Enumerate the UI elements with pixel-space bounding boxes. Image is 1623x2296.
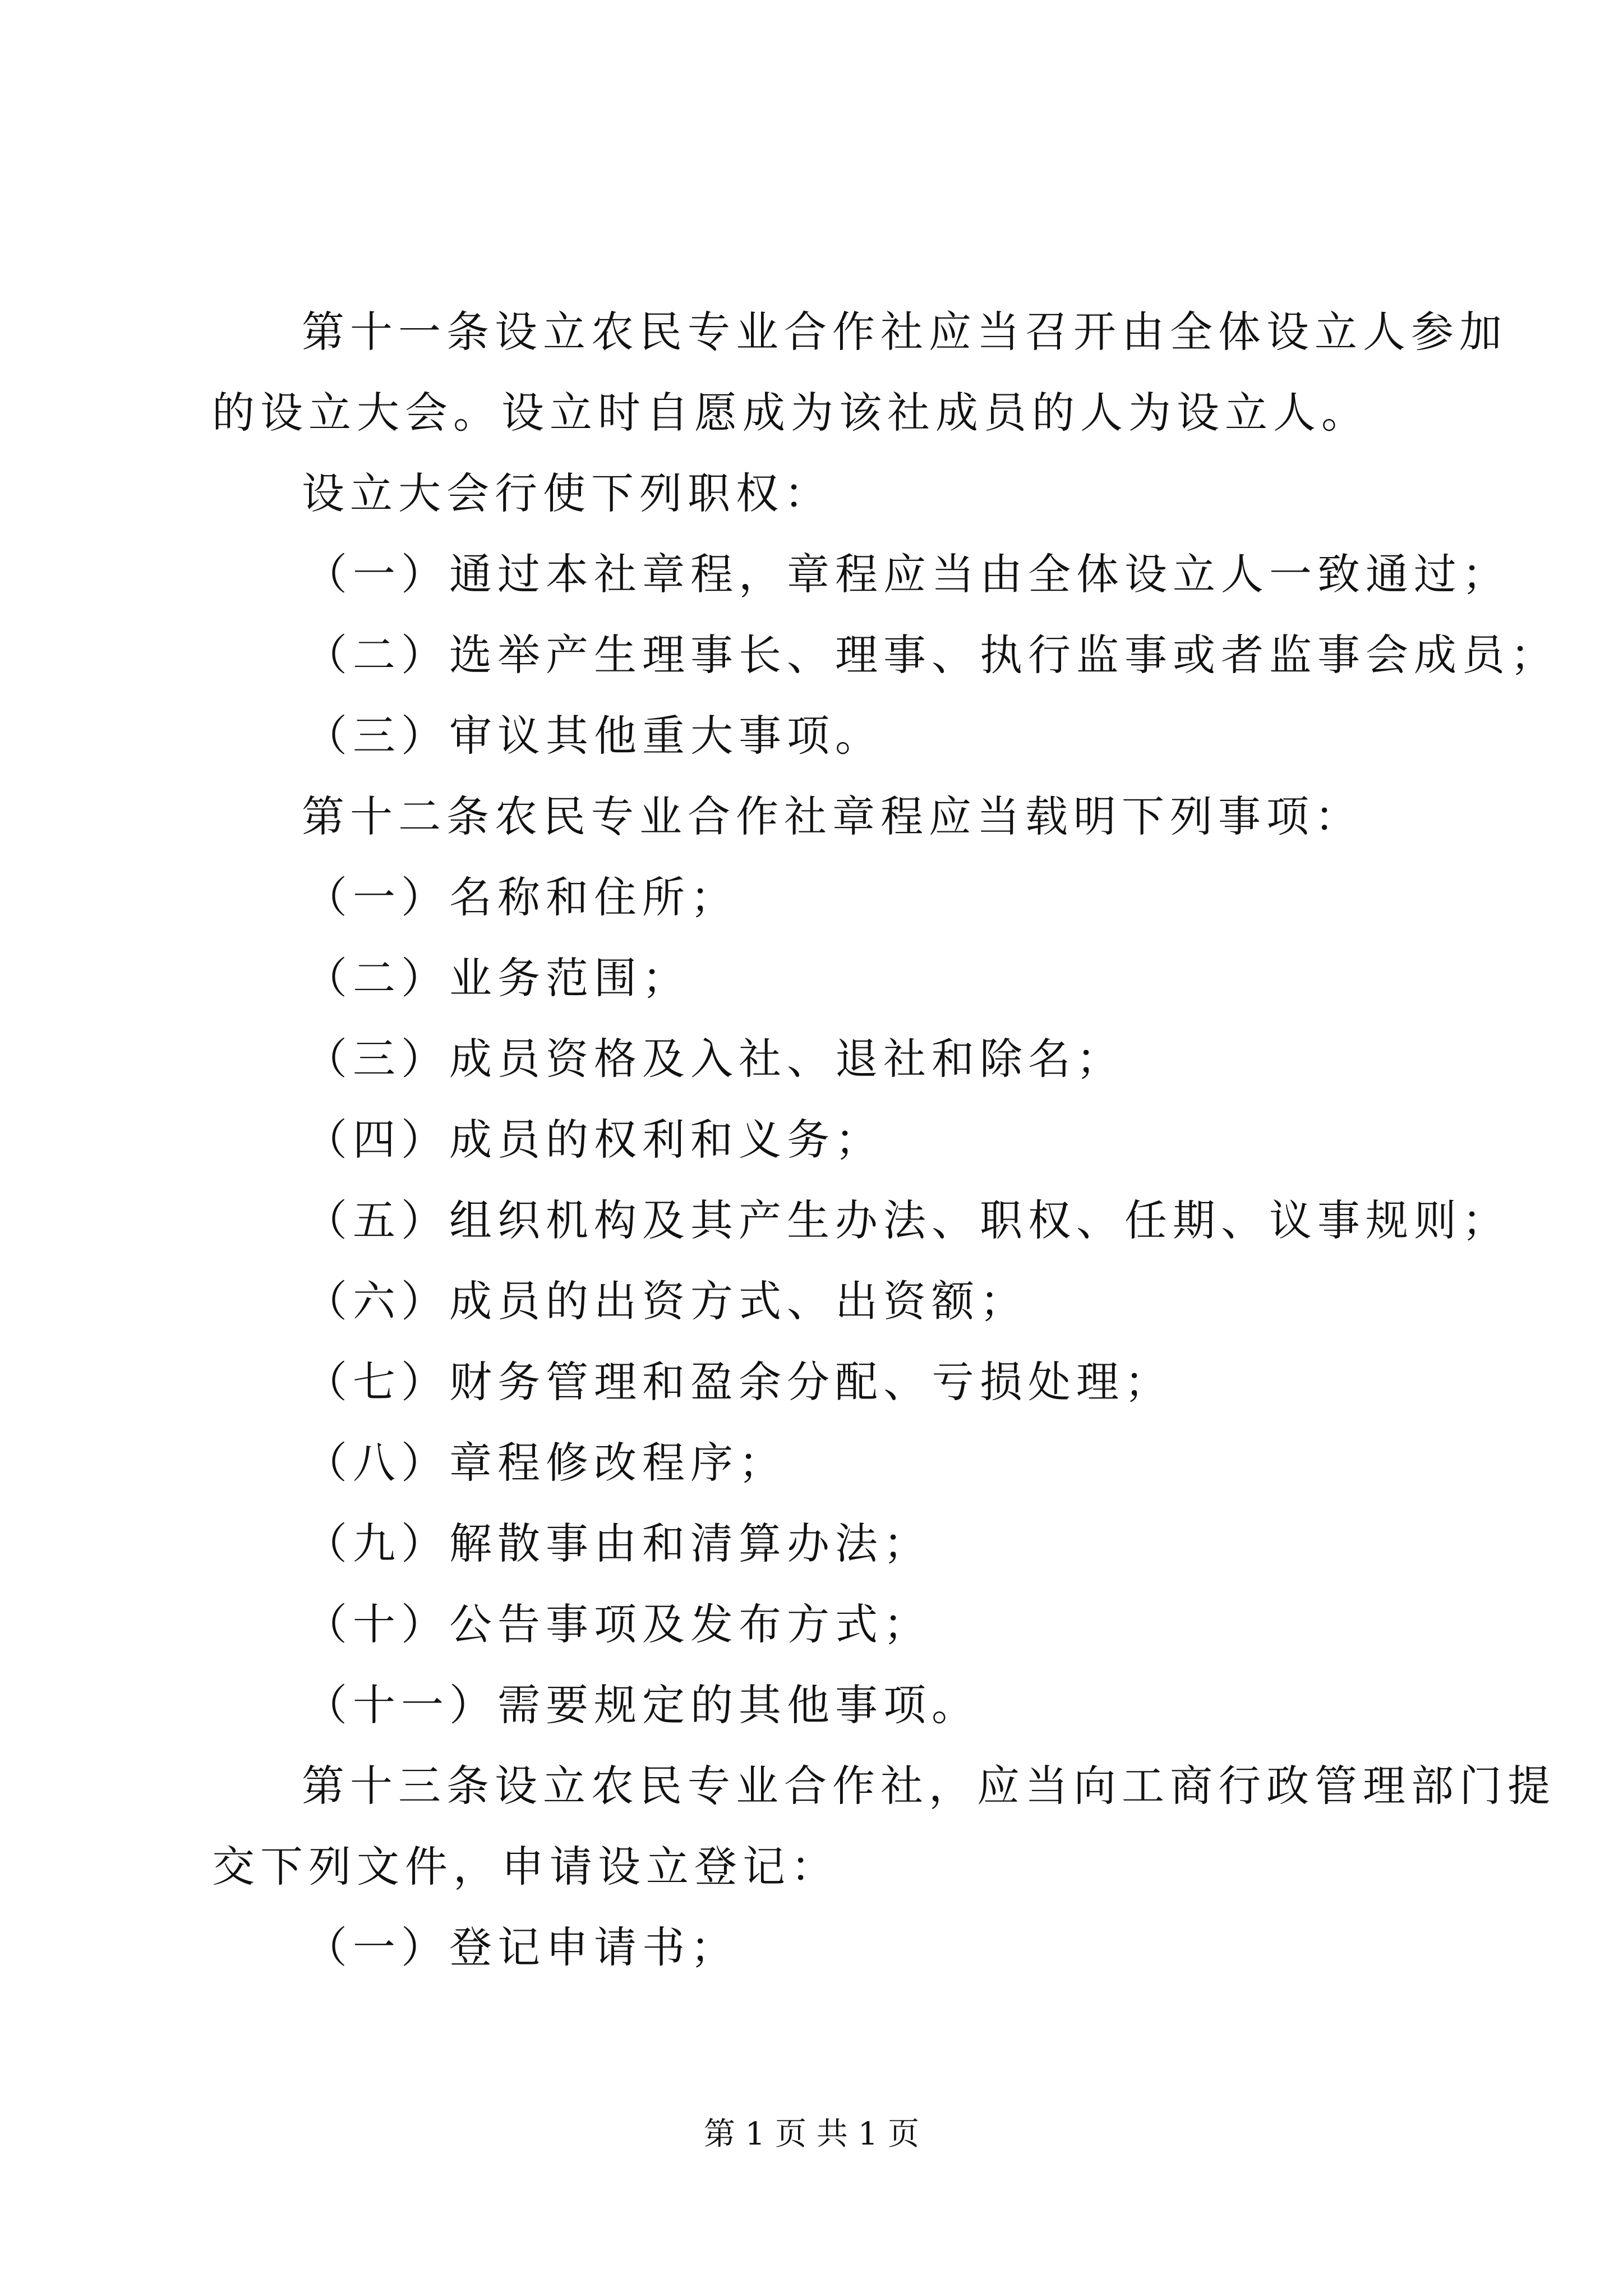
document-body: [212, 292, 1559, 1988]
list-item: （三）审议其他重大事项。: [305, 711, 883, 761]
list-item: （九）解散事由和清算办法；: [305, 1519, 932, 1568]
list-item: （一）登记申请书；: [305, 1922, 739, 1972]
article-13-line-1: 第十三条设立农民专业合作社，应当向工商行政管理部门提: [302, 1761, 1556, 1811]
list-item: （八）章程修改程序；: [305, 1438, 787, 1488]
list-item: （一）通过本社章程，章程应当由全体设立人一致通过；: [305, 549, 1510, 599]
list-item: （一）名称和住所；: [305, 872, 739, 922]
article-11-line-2: 的设立大会。设立时自愿成为该社成员的人为设立人。: [212, 388, 1370, 438]
page-number-footer: 第 1 页 共 1 页: [703, 2116, 920, 2152]
article-12-heading: 第十二条农民专业合作社章程应当载明下列事项：: [302, 792, 1363, 841]
list-item: （十）公告事项及发布方式；: [305, 1599, 932, 1649]
list-item: （四）成员的权利和义务；: [305, 1115, 883, 1165]
list-item: （六）成员的出资方式、出资额；: [305, 1276, 1028, 1326]
list-item: （五）组织机构及其产生办法、职权、任期、议事规则；: [305, 1195, 1510, 1245]
article-11-line-1: 第十一条设立农民专业合作社应当召开由全体设立人参加: [302, 307, 1507, 357]
powers-heading: 设立大会行使下列职权：: [302, 468, 832, 518]
list-item: （七）财务管理和盈余分配、亏损处理；: [305, 1357, 1173, 1407]
list-item: （二）业务范围；: [305, 953, 690, 1003]
list-item: （三）成员资格及入社、退社和除名；: [305, 1034, 1124, 1084]
list-item: （十一）需要规定的其他事项。: [305, 1680, 980, 1730]
list-item: （二）选举产生理事长、理事、执行监事或者监事会成员；: [305, 630, 1559, 680]
article-13-line-2: 交下列文件，申请设立登记：: [212, 1842, 839, 1892]
